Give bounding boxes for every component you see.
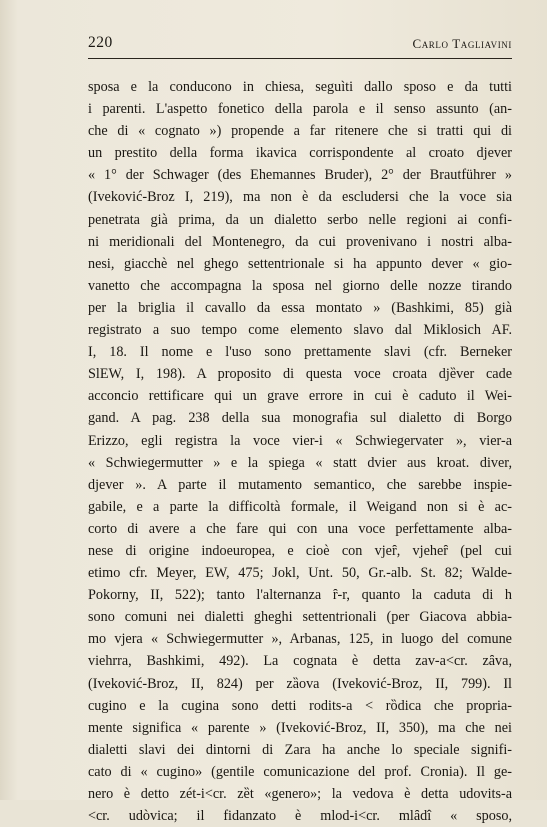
text-line: un prestito della forma ikavica corrispondente al croato djever bbox=[88, 145, 512, 162]
text-line: ni meridionali del Montenegro, da cui provenivano i nostri alba- bbox=[88, 233, 512, 250]
text-line: « Schwiegermutter » e la spiega « statt dvier aus kroat. diver, bbox=[88, 454, 512, 471]
text-line: sono comuni nei dialetti gheghi settentrionali (per Giacova abbia- bbox=[88, 609, 512, 626]
text-line: nesi, giacchè nel ghego settentrionale si ha appunto dever « gio- bbox=[88, 255, 512, 272]
text-line: corto di avere a che fare qui con una voce perfettamente alba- bbox=[88, 520, 512, 537]
text-line: cato di « cugino» (gentile comunicazione del prof. Cronia). Il ge- bbox=[88, 763, 512, 780]
page-header bbox=[88, 34, 512, 56]
text-line: SlEW, I, 198). A proposito di questa voce croata djȅver cade bbox=[88, 366, 512, 383]
text-line: Erizzo, egli registra la voce vier-i « Schwiegervater », vier-a bbox=[88, 432, 512, 449]
text-line: <cr. udòvica; il fidanzato è mlod-i<cr. mlȃdî « sposo, bbox=[88, 808, 512, 825]
text-line: (Iveković-Broz I, 219), ma non è da escludersi che la voce sia bbox=[88, 189, 512, 206]
text-line: etimo cfr. Meyer, EW, 475; Jokl, Unt. 50, Gr.-alb. St. 82; Walde- bbox=[88, 565, 512, 582]
text-line: djever ». A parte il mutamento semantico, che sarebbe inspie- bbox=[88, 476, 512, 493]
header-rule bbox=[88, 58, 512, 59]
text-line: cugino e la cugina sono detti rodits-a < rȍdica che propria- bbox=[88, 697, 512, 714]
text-line: penetrata già prima, da un dialetto serbo nelle regioni ai confi- bbox=[88, 211, 512, 228]
text-line: vanetto che accompagna la sposa nel giorno delle nozze tirando bbox=[88, 277, 512, 294]
text-line: nese di origine indoeuropea, e cioè con vjeȓ, vjeheȓ (pel cui bbox=[88, 542, 512, 559]
text-line: mo vjera « Schwiegermutter », Arbanas, 125, in luogo del comune bbox=[88, 631, 512, 648]
text-line: nero è detto zét-i<cr. zȅt «genero»; la vedova è detta udovits-a bbox=[88, 786, 512, 802]
text-line: (Iveković-Broz, II, 824) per zȁova (Iveković-Broz, II, 799). Il bbox=[88, 675, 512, 692]
text-line: sposa e la conducono in chiesa, seguìti dallo sposo e da tutti bbox=[88, 79, 512, 95]
text-line: I, 18. Il nome e l'uso sono prettamente slavi (cfr. Berneker bbox=[88, 344, 512, 361]
text-line: « 1° der Schwager (des Ehemannes Bruder), 2° der Brautführer » bbox=[88, 167, 512, 184]
text-line: Pokorny, II, 522); tanto l'alternanza ȓ-r, quanto la caduta di h bbox=[88, 587, 512, 604]
text-line: mente significa « parente » (Iveković-Broz, II, 350), ma che nei bbox=[88, 719, 512, 736]
text-line: gabile, e a parte la difficoltà formale, il Weigand non si è ac- bbox=[88, 498, 512, 515]
text-line: dialetti slavi dei dintorni di Zara ha anche lo speciale signifi- bbox=[88, 741, 512, 758]
text-line: i parenti. L'aspetto fonetico della parola e il senso assunto (an- bbox=[88, 101, 512, 118]
text-line: che di « cognato ») propende a far ritenere che si tratti qui di bbox=[88, 123, 512, 140]
text-line: gand. A pag. 238 della sua monografia sul dialetto di Borgo bbox=[88, 410, 512, 427]
body-text bbox=[88, 76, 512, 827]
running-head: Carlo Tagliavini bbox=[412, 36, 512, 51]
text-line: per la briglia il cavallo da essa montato » (Bashkimi, 85) già bbox=[88, 299, 512, 316]
page-number: 220 bbox=[88, 34, 113, 51]
text-line: registrato a suo tempo come elemento slavo dal Miklosich AF. bbox=[88, 322, 512, 339]
text-line: viehrra, Bashkimi, 492). La cognata è detta zav-a<cr. zȃva, bbox=[88, 653, 512, 670]
text-line: acconcio rettificare qui un grave errore in cui è caduto il Wei- bbox=[88, 388, 512, 405]
